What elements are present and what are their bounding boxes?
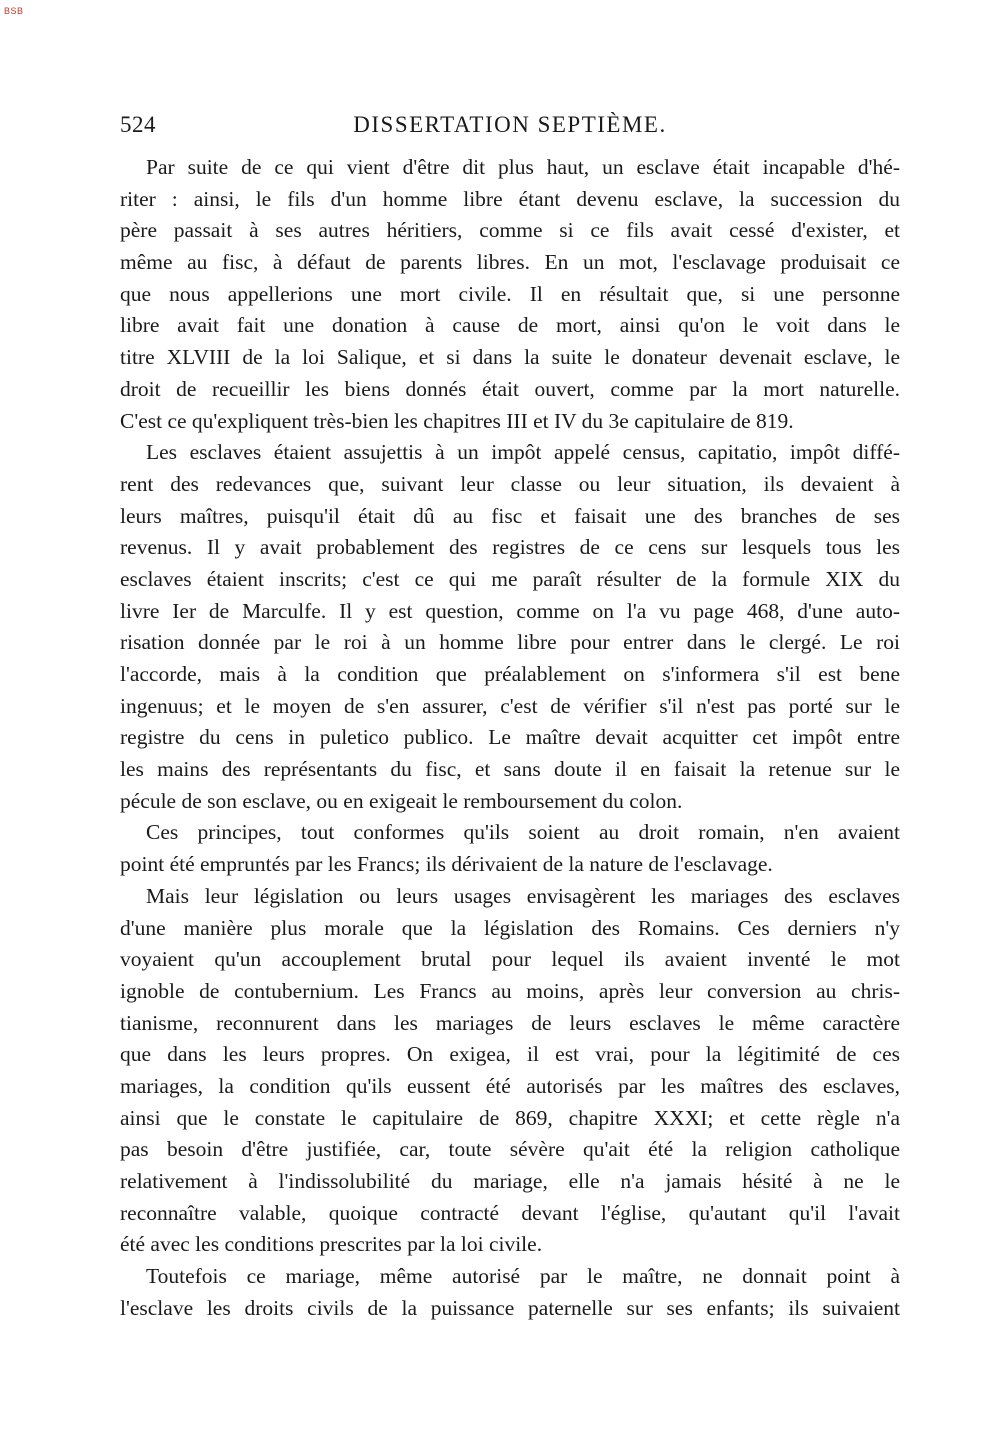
text-line: riter : ainsi, le fils d'un homme libre étant devenu esclave, la succession du	[120, 186, 900, 211]
running-title: DISSERTATION SEPTIÈME.	[353, 112, 667, 137]
text-line: pas besoin d'être justifiée, car, toute sévère qu'ait été la religion catholique	[120, 1137, 900, 1162]
text-line: point été empruntés par les Francs; ils dérivaient de la nature de l'esclavage.	[120, 852, 773, 877]
text-line: revenus. Il y avait probablement des registres de ce cens sur lesquels tous les	[120, 535, 900, 560]
page-header	[120, 112, 900, 142]
text-line: titre XLVIII de la loi Salique, et si dans la suite le donateur devenait esclave, le	[120, 345, 900, 370]
text-line: Ces principes, tout conformes qu'ils soient au droit romain, n'en avaient	[146, 820, 900, 845]
text-line: ainsi que le constate le capitulaire de 869, chapitre XXXI; et cette règle n'a	[120, 1105, 900, 1130]
paragraph	[120, 152, 900, 437]
paragraph	[120, 1261, 900, 1324]
text-line: les mains des représentants du fisc, et sans doute il en faisait la retenue sur le	[120, 757, 900, 782]
text-line: C'est ce qu'expliquent très-bien les chapitres III et IV du 3e capitulaire de 819.	[120, 408, 794, 433]
text-line: que dans les leurs propres. On exigea, il est vrai, pour la légitimité de ces	[120, 1042, 900, 1067]
text-line: Toutefois ce mariage, même autorisé par le maître, ne donnait point à	[146, 1264, 900, 1289]
text-line: Les esclaves étaient assujettis à un impôt appelé census, capitatio, impôt diffé-	[146, 440, 900, 465]
text-line: Mais leur législation ou leurs usages envisagèrent les mariages des esclaves	[146, 883, 900, 908]
paragraph	[120, 817, 900, 880]
text-line: mariages, la condition qu'ils eussent été autorisés par les maîtres des esclaves,	[120, 1073, 900, 1098]
text-line: livre Ier de Marculfe. Il y est question, comme on l'a vu page 468, d'une auto-	[120, 598, 900, 623]
text-line: ingenuus; et le moyen de s'en assurer, c'est de vérifier s'il n'est pas porté sur le	[120, 693, 900, 718]
page-number: 524	[120, 112, 156, 137]
text-line: rent des redevances que, suivant leur classe ou leur situation, ils devaient à	[120, 471, 900, 496]
text-line: reconnaître valable, quoique contracté devant l'église, qu'autant qu'il l'avait	[120, 1200, 900, 1225]
text-line: libre avait fait une donation à cause de mort, ainsi qu'on le voit dans le	[120, 313, 900, 338]
text-line: relativement à l'indissolubilité du mariage, elle n'a jamais hésité à ne le	[120, 1169, 900, 1193]
text-line: que nous appellerions une mort civile. Il en résultait que, si une personne	[120, 281, 900, 306]
text-line: voyaient qu'un accouplement brutal pour lequel ils avaient inventé le mot	[120, 947, 900, 972]
text-line: été avec les conditions prescrites par la loi civile.	[120, 1232, 543, 1257]
text-line: droit de recueillir les biens donnés était ouvert, comme par la mort naturelle.	[120, 376, 900, 401]
text-line: tianisme, reconnurent dans les mariages de leurs esclaves le même caractère	[120, 1010, 900, 1035]
text-line: esclaves étaient inscrits; c'est ce qui me paraît résulter de la formule XIX du	[120, 566, 900, 591]
library-stamp: BSB	[4, 6, 24, 16]
text-line: leurs maîtres, puisqu'il était dû au fisc et faisait une des branches de ses	[120, 503, 900, 528]
text-line: pécule de son esclave, ou en exigeait le remboursement du colon.	[120, 788, 683, 813]
text-line: l'esclave les droits civils de la puissance paternelle sur ses enfants; ils suivaient	[120, 1295, 900, 1320]
text-line: même au fisc, à défaut de parents libres. En un mot, l'esclavage produisait ce	[120, 250, 900, 275]
paragraph	[120, 437, 900, 817]
text-line: Par suite de ce qui vient d'être dit plus haut, un esclave était incapable d'hé-	[146, 155, 900, 179]
paragraph	[120, 881, 900, 1261]
text-line: l'accorde, mais à la condition que préalablement on s'informera s'il est bene	[120, 662, 900, 686]
text-line: registre du cens in puletico publico. Le maître devait acquitter cet impôt entre	[120, 725, 900, 750]
text-line: ignoble de contubernium. Les Francs au moins, après leur conversion au chris-	[120, 978, 900, 1003]
text-line: risation donnée par le roi à un homme libre pour entrer dans le clergé. Le roi	[120, 630, 900, 655]
text-line: d'une manière plus morale que la législation des Romains. Ces derniers n'y	[120, 915, 900, 940]
body-text	[120, 152, 900, 1324]
text-line: père passait à ses autres héritiers, comme si ce fils avait cessé d'exister, et	[120, 218, 900, 243]
